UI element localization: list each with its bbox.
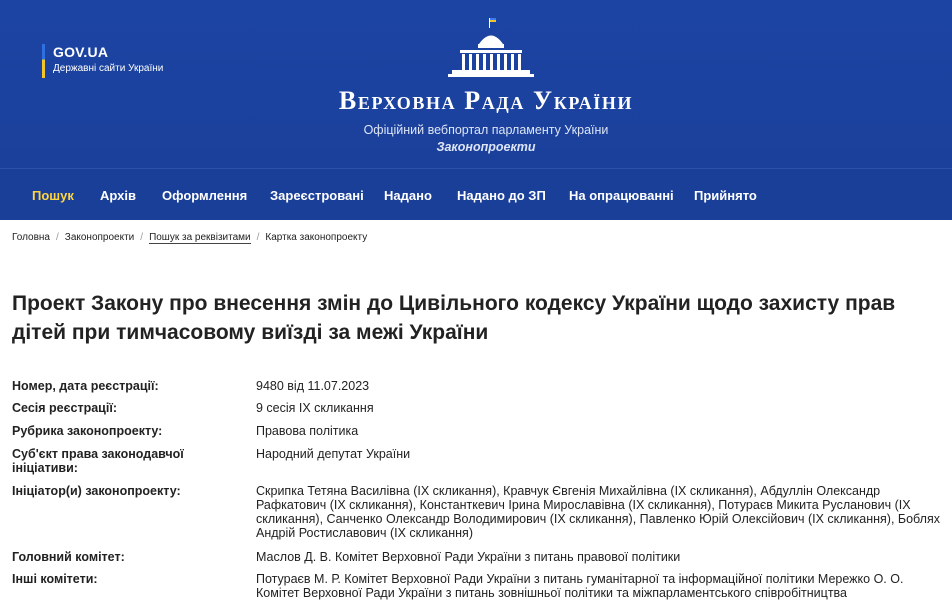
page-title: Проект Закону про внесення змін до Цивільного кодексу України щодо захисту прав дітей при тимчасовому виїзді за межі України [12, 292, 896, 344]
gov-flag-bar [42, 44, 45, 78]
gov-ua-title: GOV.UA [53, 44, 109, 60]
breadcrumb-separator: / [256, 232, 260, 243]
field-value-main-committee: Маслов Д. В. Комітет Верховної Ради України з питань правової політики [256, 550, 681, 564]
breadcrumb-separator: / [56, 232, 59, 243]
main-nav [0, 168, 952, 220]
breadcrumb [12, 232, 367, 243]
field-value-session: 9 сесія IX скликання [256, 401, 374, 415]
field-label-session: Сесія реєстрації: [12, 401, 117, 415]
site-subtitle: Офіційний вебпортал парламенту України [363, 123, 609, 137]
field-label-rubric: Рубрика законопроекту: [12, 424, 163, 438]
field-label-other-committees: Інші комітети: [12, 572, 98, 586]
section-name: Законопроекти [436, 140, 536, 154]
breadcrumb-search-by-details[interactable]: Пошук за реквізитами [149, 232, 251, 243]
nav-registered[interactable]: Зареєстровані [270, 188, 364, 203]
field-label-number-date: Номер, дата реєстрації: [12, 379, 159, 393]
breadcrumb-separator: / [140, 232, 144, 243]
breadcrumb-bill-card: Картка законопроекту [265, 232, 368, 243]
field-label-initiators: Ініціатор(и) законопроекту: [12, 484, 181, 498]
field-value-rubric: Правова політика [256, 424, 359, 438]
breadcrumb-home[interactable]: Головна [12, 232, 50, 243]
field-label-main-committee: Головний комітет: [12, 550, 125, 564]
field-value-other-committees: Потураєв М. Р. Комітет Верховної Ради України з питань гуманітарної та інформаційної політики Мережко О. О. Комітет Верховної Ради України з питань зовнішньої політики та міжпарламентського співробітництва [256, 572, 904, 600]
nav-adopted[interactable]: Прийнято [694, 188, 757, 203]
parliament-building-icon[interactable] [448, 16, 534, 80]
site-header [0, 0, 952, 220]
field-value-number-date: 9480 від 11.07.2023 [256, 379, 370, 393]
nav-design[interactable]: Оформлення [162, 188, 248, 203]
nav-in-processing[interactable]: На опрацюванні [569, 188, 674, 203]
nav-search[interactable]: Пошук [32, 188, 74, 203]
site-title[interactable]: Верховна Рада України [338, 86, 634, 115]
gov-ua-subtitle: Державні сайти України [53, 63, 164, 74]
gov-ua-link[interactable] [42, 44, 163, 78]
field-label-initiative-subject: Суб'єкт права законодавчої ініціативи: [12, 447, 184, 475]
nav-submitted-to-plenary[interactable]: Надано до ЗП [457, 188, 546, 203]
field-value-initiative-subject: Народний депутат України [256, 447, 411, 461]
breadcrumb-bills[interactable]: Законопроекти [64, 232, 135, 243]
nav-submitted[interactable]: Надано [384, 188, 432, 203]
nav-archive[interactable]: Архів [100, 188, 136, 203]
field-value-initiators: Скрипка Тетяна Василівна (IX скликання), Кравчук Євгенія Михайлівна (IX скликання), Абдуллін Олександр Рафкатович (IX скликання), Константкевич Ірина Мирославівна (IX скликання), Потураєв Микита Русланович (IX скликання), Санченко Олександр Володимирович (IX скликання), Павленко Юрій Олексійович (IX скликання), Боблях Андрій Ростиславович (IX скликання) [256, 484, 940, 540]
